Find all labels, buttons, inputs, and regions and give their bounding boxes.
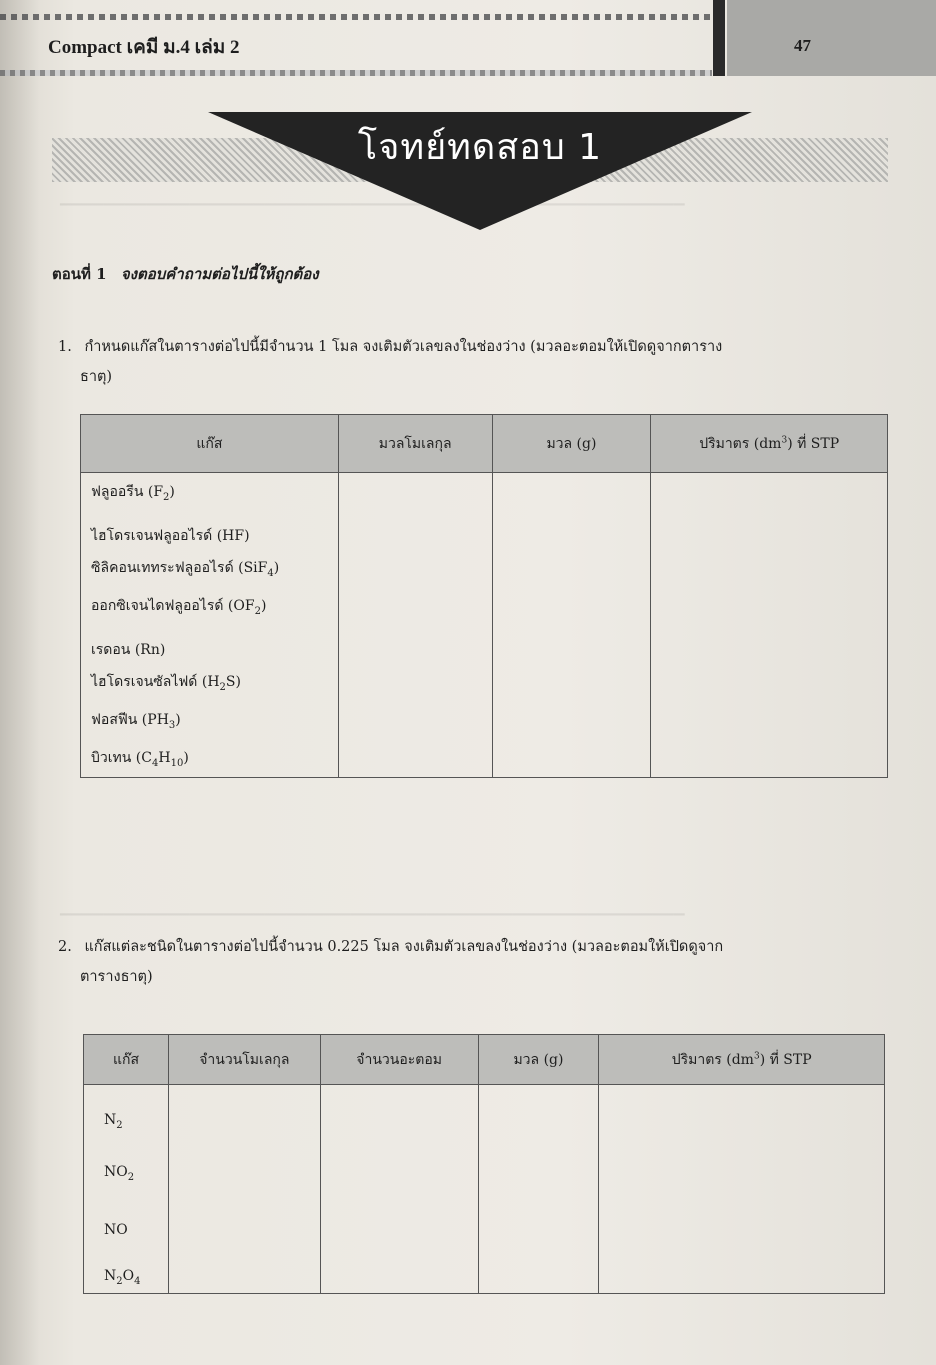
page-number: 47 [794,36,811,55]
answer-cell[interactable] [651,511,888,549]
formula-main: N [104,1112,117,1129]
part-heading [52,262,319,286]
table1-header-gas: แก๊ส [81,415,339,473]
formula-sub: 3 [168,720,176,731]
header-divider-bar [713,0,725,76]
gas-cell: บิวเทน $(C_4H_{10})$ [81,739,339,778]
table1-header-volume: ปริมาตร $(dm^3)$ ที่ STP [651,415,888,473]
answer-cell[interactable] [168,1189,320,1241]
table-row [81,587,888,625]
table-row [81,511,888,549]
table-row [84,1189,885,1241]
header-page-box [727,0,936,76]
table-row [81,473,888,512]
answer-cell[interactable] [492,663,651,701]
gas-cell: เรดอน (Rn) [81,625,339,663]
question-2-table [83,1034,885,1294]
answer-cell[interactable] [168,1137,320,1189]
gas-name: เรดอน [91,642,131,658]
question-2-text-line2: ตารางธาตุ) [80,969,153,985]
header-rule [0,70,712,76]
gas-name: บิวเทน [91,750,132,767]
gas-name: ซิลิคอนเททระฟลูออไรด์ [91,560,234,577]
part-instruction: จงตอบคำถามต่อไปนี้ให้ถูกต้อง [120,265,319,283]
formula-main: H [207,674,220,691]
answer-cell[interactable] [492,473,651,512]
answer-cell[interactable] [320,1241,478,1294]
formula-main: NO [104,1222,128,1238]
question-2-text-line1: แก๊สแต่ละชนิดในตารางต่อไปนี้จำนวน 0.225 โมล จงเติมตัวเลขลงในช่องว่าง (มวลอะตอมให้เปิดดูจาก [84,939,724,955]
formula-main: Rn [140,642,160,658]
formula-sub: 4 [151,758,159,769]
answer-cell[interactable] [338,587,492,625]
gas-cell: ออกซิเจนไดฟลูออไรด์ $(OF_2)$ [81,587,339,625]
table2-header-volume: ปริมาตร $(dm^3)$ ที่ STP [599,1035,885,1085]
answer-cell[interactable] [338,625,492,663]
part-label: ตอนที่ 1 [52,265,107,283]
question-2-number: 2. [58,939,72,955]
gas-cell: ฟอสฟีน $(PH_3)$ [81,701,339,739]
answer-cell[interactable] [651,625,888,663]
formula-main: SiF [243,560,268,577]
table2-header-molecules: จำนวนโมเลกุล [168,1035,320,1085]
table-row [81,549,888,587]
formula-sub: 2 [116,1120,123,1131]
table-row [81,739,888,778]
answer-cell[interactable] [492,549,651,587]
answer-cell[interactable] [338,739,492,778]
answer-cell[interactable] [168,1241,320,1294]
answer-cell[interactable] [320,1137,478,1189]
formula-main: HF [222,528,245,544]
table1-header-molar-mass: มวลโมเลกุล [338,415,492,473]
formula-sub: 2 [116,1276,123,1287]
formula-sub2: 4 [134,1276,141,1287]
answer-cell[interactable] [651,473,888,512]
gas-cell: ซิลิคอนเททระฟลูออไรด์ (SiF$_4$) [81,549,339,587]
gas-name: ไฮโดรเจนฟลูออไรด์ [91,528,213,544]
question-1-table [80,414,888,778]
formula-main: NO [104,1164,128,1181]
answer-cell[interactable] [492,739,651,778]
table2-header-atoms: จำนวนอะตอม [320,1035,478,1085]
banner-title: โจทย์ทดสอบ 1 [357,127,603,168]
answer-cell[interactable] [478,1189,599,1241]
answer-cell[interactable] [320,1189,478,1241]
answer-cell[interactable] [651,739,888,778]
formula-sub: 2 [219,682,226,693]
table2-header-gas: แก๊ส [84,1035,169,1085]
gas-name: ไฮโดรเจนซัลไฟด์ [91,674,198,691]
answer-cell[interactable] [599,1137,885,1189]
table-row [81,625,888,663]
gas-formula-cell [84,1241,169,1294]
table1-header-mass: มวล (g) [492,415,651,473]
question-1 [58,332,898,392]
formula-sub: 2 [254,606,261,617]
formula-main: OF [233,598,255,615]
answer-cell[interactable] [320,1085,478,1138]
formula-sub: 2 [163,492,170,503]
table-row [84,1137,885,1189]
gas-cell: ฟลูออรีน $(F_2)$ [81,473,339,512]
answer-cell[interactable] [492,701,651,739]
question-1-text-line2: ธาตุ) [80,369,113,385]
table-row [81,701,888,739]
answer-cell[interactable] [338,663,492,701]
gas-formula-cell [84,1137,169,1189]
header-dotted-rule [0,14,712,20]
answer-cell[interactable] [338,701,492,739]
question-1-number: 1. [58,339,72,355]
gas-cell: ไฮโดรเจนซัลไฟด์ $(H_2S)$ [81,663,339,701]
gas-name: ฟลูออรีน [91,484,144,501]
answer-cell[interactable] [168,1085,320,1138]
gas-formula-cell [84,1085,169,1138]
answer-cell[interactable] [492,587,651,625]
formula-tail: S [225,674,236,691]
gas-name: ออกซิเจนไดฟลูออไรด์ [91,598,224,615]
answer-cell[interactable] [338,511,492,549]
binding-shadow [0,0,40,1365]
formula-sub: 4 [267,568,274,579]
gas-formula-cell [84,1189,169,1241]
page: ▁▁▁▁▁▁▁▁▁▁▁▁▁▁▁▁▁▁▁▁▁▁▁▁▁▁▁▁▁▁▁▁▁▁▁▁▁▁▁▁▁▁▁▁▁▁▁▁▁▁▁▁▁▁▁▁▁▁ ▁▁▁▁▁▁▁▁▁▁▁▁▁▁▁▁▁▁▁▁▁▁▁▁▁▁▁▁▁▁▁▁▁▁▁▁▁▁▁▁▁▁▁▁▁▁▁▁▁▁▁▁▁▁▁▁▁▁ Compact เคมี ม.4 เล่ม 2 47 โจทย์ทดสอบ 1 ตอนที่ 1 จงตอบคำถามต่อไปนี้ให้ถูกต้อง 1. กำหนดแก๊สในตารางต่อไปนี้มีจำนวน 1 โมล จงเติมตัวเลขลงในช่องว่าง (มวลอะตอมให้เปิดดูจากตาราง ธาตุ) แก๊ส มวลโมเลกุล มวล (g) ปริมาตร $(dm^3)$ ที่ STP ฟลูออรีน $(F_2)$ ไฮโดรเจนฟลูออไรด์ (HF) ซิลิคอนเททระฟลูออไรด์ (SiF$_4$) ออกซิเจนไดฟลูออไรด์ $(OF_2)$ เรดอน (Rn) ไฮโดรเจนซัลไฟด์ $(H_2S)$ ฟอสฟีน $(PH_3)$ บิวเทน $(C_4H_{10})$ 2. แก๊สแต่ละชนิดในตารางต่อไปนี้จำนวน 0.225 โมล จงเติมตัวเลขลงในช่องว่าง (มวลอะตอมให้เปิดดูจาก ตารางธาตุ) แก๊ส จำนวนโมเลกุล จำนวนอะตอม มวล (g) ปริมาตร $(dm^3)$ ที่ STP $N_2$ $NO_2$ NO $N_2O_4$ [0,0,936,1365]
answer-cell[interactable] [478,1137,599,1189]
formula-main: N [104,1268,117,1285]
answer-cell[interactable] [599,1085,885,1138]
formula-sub2: 10 [170,758,184,769]
answer-cell[interactable] [338,473,492,512]
answer-cell[interactable] [492,625,651,663]
table-row [84,1241,885,1294]
answer-cell[interactable] [651,587,888,625]
question-1-text-line1: กำหนดแก๊สในตารางต่อไปนี้มีจำนวน 1 โมล จงเติมตัวเลขลงในช่องว่าง (มวลอะตอมให้เปิดดูจากตาราง [84,339,723,355]
answer-cell[interactable] [651,701,888,739]
table-row [81,663,888,701]
table-row [84,1085,885,1138]
answer-cell[interactable] [492,511,651,549]
answer-cell[interactable] [599,1189,885,1241]
answer-cell[interactable] [478,1085,599,1138]
table2-header-mass: มวล (g) [478,1035,599,1085]
formula-main: C [141,750,152,767]
question-2 [58,932,898,992]
answer-cell[interactable] [478,1241,599,1294]
answer-cell[interactable] [338,549,492,587]
formula-main: F [153,484,164,501]
gas-name: ฟอสฟีน [91,712,138,729]
formula-main: PH [147,712,169,729]
answer-cell[interactable] [651,549,888,587]
answer-cell[interactable] [651,663,888,701]
gas-cell: ไฮโดรเจนฟลูออไรด์ (HF) [81,511,339,549]
formula-sub: 2 [127,1172,135,1183]
formula-tail: H [158,750,171,767]
book-title: Compact เคมี ม.4 เล่ม 2 [48,37,240,58]
answer-cell[interactable] [599,1241,885,1294]
formula-tail: O [122,1268,135,1285]
